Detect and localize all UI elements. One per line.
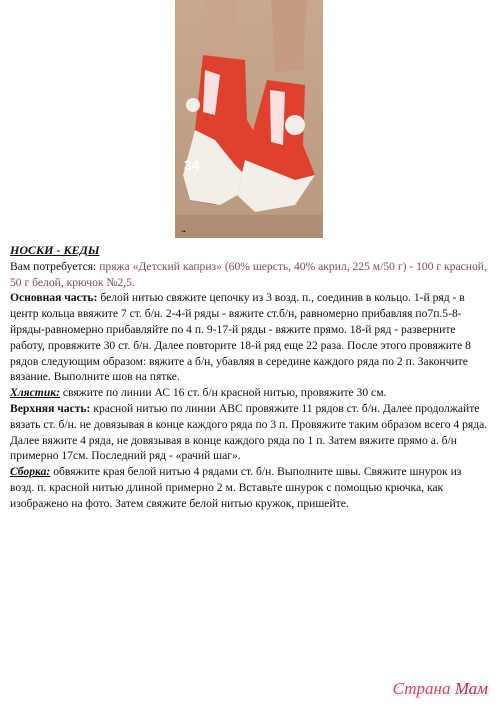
upper-part-text: красной нитью по линии ABC провяжите 11 рядов ст. б/н. Далее продолжайте вязать ст. б/н. не довязывая в конце каждого ряда по 3 п. Провяжите таким образом всего 4 ряда. Далее вяжите 4 ряда, не довязывая в конце каждого ряда по 1 п. Затем вяжите прямо а. б/н примерно 17см. Последний ряд - «рачий шаг». [10,401,488,463]
main-part-text: белой нитью свяжите цепочку из 3 возд. п., соединив в кольцо. 1-й ряд - в центр кольца ввяжите 7 ст. б/н. 2-4-й ряды - вяжите ст.б/н, равномерно прибавляя по7п.5-8-йряды-равномерно прибавляйте по 4 п. 9-17-й ряды - вяжите прямо. 18-й ряд - разверните работу, провяжите 30 ст. б/н. Далее повторите 18-й ряд еще 22 раза. После этого провяжите 8 рядов следующим образом: вяжите а б/н, убавляя в середине каждого ряда по 2 п. Закончите вязание. Выполните шов на пятке. [10,291,471,384]
tongue-paragraph [10,385,488,401]
materials-paragraph [10,259,488,291]
pattern-article [10,243,488,512]
assembly-label: Сборка: [10,465,51,479]
materials-label: Вам потребуется: [10,259,97,273]
watermark-word-1: Страна [392,679,451,698]
upper-part-label: Верхняя часть: [10,401,91,415]
tongue-label: Хлястик: [10,386,61,400]
materials-details: (60% шерсть, 40% акрил, 225 м/50 г) - 100 г красной, 50 г белой, крючок №2,5. [10,259,487,289]
right-laces [270,90,285,145]
main-part-label: Основная часть: [10,291,98,305]
socks-photo [175,0,323,238]
right-leg [271,0,307,72]
materials-yarn: пряжа «Детский каприз» [99,259,222,273]
watermark-word-2: Мам [454,679,488,698]
assembly-text: обвяжите края белой нитью 4 рядами ст. б/н. Выполните швы. Свяжите шнурок из возд. п. красной нитью длиной примерно 2 м. Вставьте шнурок с помощью крючка, как изображено на фото. Затем свяжите белой нитью кружок, пришейте. [10,465,462,510]
tongue-text: свяжите по линии АС 16 ст. б/н красной нитью, провяжите 30 см. [62,386,387,400]
site-watermark [393,679,488,699]
main-part-paragraph [10,290,488,385]
article-title: НОСКИ - КЕДЫ [10,243,100,257]
assembly-paragraph [10,464,488,511]
photo-number: 34 [184,157,200,173]
photo-page-mark: •• [182,229,186,235]
upper-part-paragraph [10,401,488,464]
floor [175,215,323,238]
left-sock-circle [186,98,200,112]
socks-illustration [175,0,323,238]
right-sock-circle [285,115,305,135]
